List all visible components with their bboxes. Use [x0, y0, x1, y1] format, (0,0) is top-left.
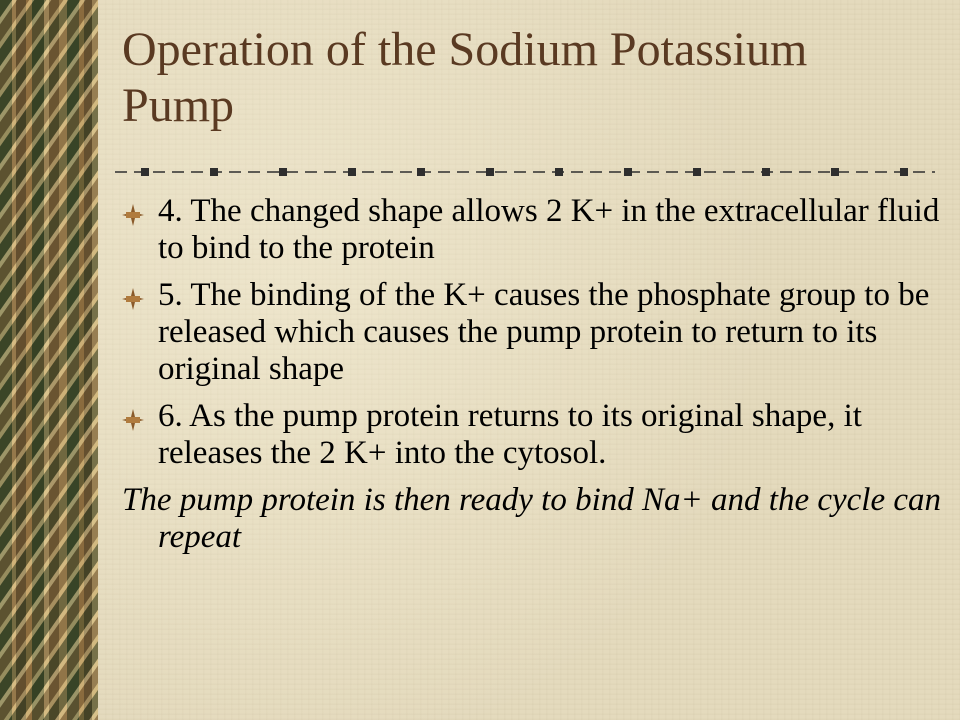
- slide-title: Operation of the Sodium Potassium Pump: [122, 23, 808, 132]
- star-bullet-icon: [122, 204, 144, 226]
- bullet-item: [122, 398, 942, 472]
- closing-note: The pump protein is then ready to bind Na+ and the cycle can repeat: [122, 482, 942, 555]
- slide-body: [122, 193, 942, 556]
- star-bullet-icon: [122, 288, 144, 310]
- side-stripe-decoration: [0, 0, 98, 720]
- bullet-item: [122, 277, 942, 388]
- bullet-text: 6. As the pump protein returns to its original shape, it releases the 2 K+ into the cytosol.: [158, 398, 862, 471]
- bullet-text: 5. The binding of the K+ causes the phosphate group to be released which causes the pump protein to return to its original shape: [158, 277, 930, 387]
- bullet-text: 4. The changed shape allows 2 K+ in the extracellular fluid to bind to the protein: [158, 193, 940, 266]
- star-bullet-icon: [122, 409, 144, 431]
- bullet-item: [122, 193, 942, 267]
- title-divider: [115, 163, 935, 181]
